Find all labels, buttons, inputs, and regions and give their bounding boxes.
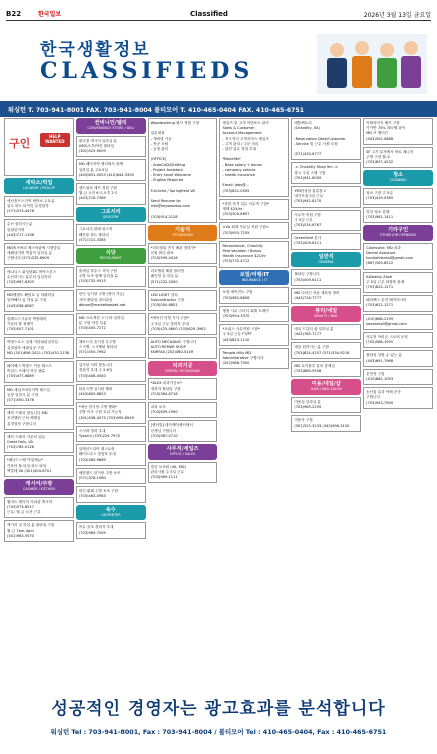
ad-text: Woodworking 회사 직원 구함 업무내용 - 캐비넷 가공 - 목공 조립 - 공장 관리 (OFFICE) - AutoCAD/Drafting - Project Assistant - Entry Level Welcome - English Required Full-time / Springfield VA Send Resume to: info@keywoodva.com (703)914-2128 <box>150 121 200 219</box>
classified-ad <box>291 288 361 304</box>
ad-text: Temple Hills MD Administrative 구합니다 (202)986-7000 <box>222 350 264 366</box>
category-heading <box>148 225 218 241</box>
ad-text: 풀타임 구합니다 (703)409-6111 <box>294 272 322 282</box>
classified-ad <box>148 118 218 223</box>
classified-ad <box>76 360 146 382</box>
classified-ad <box>363 188 433 204</box>
category-heading <box>291 379 361 395</box>
banner-title-english: CLASSIFIEDS <box>40 58 254 84</box>
classified-ad <box>219 118 289 197</box>
classified-ad <box>76 426 146 442</box>
classified-ad <box>148 462 218 484</box>
ad-text: *리모델링 전기 배관 경력자* 신원 확인 완료 (703)599-4416 <box>150 245 196 261</box>
ad-text: AUTO MECHANIC 구합니다 AUTO REPAIR SHOP FAIRFAX (202)460-0109 <box>150 340 197 355</box>
ad-text: 풀타임 일할 수 있는 분 (443)691-7968 <box>366 353 402 363</box>
classified-ad <box>4 219 74 241</box>
classified-ad <box>4 361 74 383</box>
classified-ad <box>291 118 361 160</box>
ad-column-4 <box>219 118 289 684</box>
ad-column-1 <box>4 118 74 684</box>
ad-text: LED LIGHT 설치 Subcontractor 구함 (703)000-8801 <box>150 292 185 308</box>
category-heading <box>148 444 218 460</box>
banner-contact-bar: 워싱턴 T. 703-941-8001 FAX. 703-941-8004 볼티모어 T. 410-465-0404 FAX. 410-465-6751 <box>0 101 437 117</box>
category-heading <box>4 178 74 194</box>
category-heading <box>363 225 433 241</box>
classified-ad <box>363 369 433 385</box>
help-wanted-english: HELP WANTED <box>40 133 70 147</box>
ad-text: Receptionist, Chantilly Paid Vacation / Bonus Health Insurance $21/hr (703)732-4712 <box>222 243 267 264</box>
ad-text: 센드위치 셰프 경험 구함 월-금 오전 6시-오후 2시 (443)718-7369 <box>78 185 118 201</box>
classified-ad <box>219 287 289 303</box>
ad-text: <VA 회계 사무실 직원 구함> (703)955-7255 <box>222 225 270 235</box>
ad-text: MD 프로젝션 스시 바 일하실 분 구함 야간 부분 (703)405-7272 <box>78 315 124 331</box>
classified-ad <box>76 289 146 311</box>
classified-ad <box>291 269 361 285</box>
category-label: 육수 <box>105 506 116 513</box>
ad-text: *오피스 사무직원 구함* 주 5일 근무 FT/PT (443)823-1110 <box>222 327 260 342</box>
category-label: 기타구인 <box>388 226 409 233</box>
classified-ad <box>363 118 433 145</box>
ad-text: 미용실 일하실 분 (703)965-2255 <box>294 399 322 410</box>
classified-ad <box>148 402 218 418</box>
category-label: 사무직/세일즈 <box>166 446 199 453</box>
classified-ad <box>76 313 146 335</box>
classified-ad <box>363 147 433 169</box>
ad-text: 빌딩 청소 업체 (703)981-1411 <box>366 209 394 219</box>
ad-text: 홀세일 하우스 서버 구함 주방 보조 함께 일하실 분 (703)732-9515 <box>78 268 119 284</box>
classified-ad <box>4 520 74 542</box>
category-label-english: TECHNICIAN <box>172 232 193 237</box>
ad-text: 애나디스 워싱턴DC 바닥스톤스 수선하시는 분부터 일일자리 (703)967-6303 <box>7 269 57 284</box>
classified-ad <box>76 136 146 158</box>
classified-ad <box>363 243 433 270</box>
ad-text: 편의점 캐시어 일하실 분 (MD)오후/야간 풀타임 (301)525-9009 <box>78 138 117 154</box>
business-people-illustration <box>317 34 427 94</box>
ad-text: 한인 일식당 주방 (영어 가능) 서버 풀타임 파트타임 dbhan@marketbasket.net <box>78 292 126 307</box>
classified-ad <box>76 337 146 359</box>
category-label: 기술직 <box>175 226 191 233</box>
ad-text: 청소 구함 주 5일 (703)419-0365 <box>366 191 394 201</box>
ad-text: 메틀팩토리 (Chantilly, VA) -Reservation Desk/Customer -Service 및 근무 사원 모집 (571)433-6777 <box>294 121 346 157</box>
category-label-english: HAIR / NAIL SALON <box>310 387 342 392</box>
category-label: 보험/여행/IT <box>239 271 270 278</box>
footer-contact: 워싱턴 Tel : 703-941-8001, Fax : 703-941-8004 / 볼티모어 Tel : 410-465-0404, Fax : 410-465-6751 <box>50 728 387 736</box>
classified-ad <box>4 314 74 336</box>
classified-ad <box>291 162 361 184</box>
ad-text: 스시바 경력 우대 Tyson's (703)229-7970 <box>78 428 120 438</box>
category-heading <box>4 479 74 495</box>
classified-ad <box>291 361 361 377</box>
category-label-english: BEAUTY / NAIL <box>314 314 339 319</box>
category-heading <box>148 361 218 377</box>
category-label-english: CONVENIENCE STORE / DELI <box>87 125 135 130</box>
category-label: 컨비니언/델리 <box>94 120 127 126</box>
category-label: 미용/네일/샵 <box>311 381 341 388</box>
classified-ad <box>291 210 361 232</box>
ad-text: 한인 뷔페 주방 보조 구함 (703)463-0983 <box>78 489 119 499</box>
classified-ad <box>363 332 433 348</box>
category-heading <box>76 505 146 521</box>
classified-ad <box>4 337 74 359</box>
ad-text: (410)668-2199 saveamall@gmail.com <box>366 316 407 326</box>
help-wanted-heading <box>4 118 74 176</box>
ad-text: 캐시어 일 하실 분 풀타임 구함 월-금 7am-4pm (301)963-5570 <box>7 523 55 538</box>
brand-logo: 한국일보 <box>38 11 62 18</box>
category-label-english: CLEANING <box>389 178 407 183</box>
ad-text: 수선 잘하시는분 알링턴지역 (443)717-1198 <box>7 222 34 237</box>
ad-text: 세탁 드레서 카운터 업무 Great Falls, VA (703)785-0128 <box>7 434 46 450</box>
footer-slogan: 성공적인 경영자는 광고효과를 분석합니다 <box>51 699 386 719</box>
category-label: 뷰티/네일 <box>315 308 338 315</box>
ad-text: K-Beauty Zone 주 5일 근무 화장품 판매 (703)622-1271 <box>366 274 405 289</box>
banner-title-korean: 한국생활정보 <box>40 40 151 60</box>
ad-text: 월마트 센티어 커피샵 캐시어 (703)973-8517 근무: 월-금 오전 근무 <box>7 499 53 515</box>
classified-ad <box>219 348 289 370</box>
classified-ad <box>76 224 146 246</box>
ad-column-5 <box>291 118 361 684</box>
classified-ad <box>4 455 74 477</box>
header-divider <box>6 20 431 21</box>
ad-column-6 <box>363 118 433 684</box>
ad-text: MD델렌트 해팅로 일 하뤼하일 알바해서 일 하실 분 구함 (443)538-8087 <box>7 293 55 308</box>
category-heading <box>291 252 361 268</box>
ad-text: 농산물 흥과 야채 운송 구합니다 (703)943-7900 <box>366 390 401 405</box>
ad-text: 페어팩스 운전 베이비시터 (703)622-1271 <box>366 298 407 308</box>
classified-ad <box>363 295 433 311</box>
ad-text: 애난홀프스지역 세탁소 주3-일 일도 파트 타이밍 유경험자 (571)373-4478 <box>7 198 55 214</box>
ad-text: 네일 드뷰티 샵 일하실 분 (443)765-7177 <box>294 326 334 337</box>
classified-ad <box>291 233 361 249</box>
category-label-english: RESTAURANT <box>99 255 122 260</box>
ad-text: 세일즈 및 고객 어번포트 관리 Sales & Customer Account Management - 적극적인 고객서비스 세일즈 - 고객 관리 / 주문 처리 - 관련 업무 경험 우대 *Benefits* - Base salary + bonus - company vehicle - health insurance Email: jobs@... (703)851-0005 <box>222 121 269 193</box>
ad-column-3 <box>148 118 218 684</box>
ad-text: MD 세일즈버리지역 테스일 공장 일하시 분 구함 (571)550-3376 <box>7 387 50 403</box>
category-heading <box>291 306 361 322</box>
category-label-english: CASHIER / KITCHEN <box>22 487 55 492</box>
ad-text: 빌딩 보조원 (VA, MD) 관리사원 주 5일 근무 (703)969-1111 <box>150 464 186 480</box>
classified-ad <box>363 207 433 223</box>
ad-text: 이탈리아식 베커 구함 카카반 70% 파티엠 화이 MD 브 앤더슨 (443)502-0688 <box>366 121 406 141</box>
category-label-english: OFFICE / SALES <box>169 452 196 456</box>
section-title: Classified <box>190 10 228 18</box>
ad-text: 미용사 구함 (301)523-3233 (443)996-3150 <box>294 418 350 428</box>
issue-date: 2026년 3월 13일 금요일 <box>363 12 431 19</box>
ad-text: *경력 자격 업무 사무직 구함* 재택 $25/hr (703)300-8897 <box>222 201 269 217</box>
ad-text: *애난 한식당 주방 헬퍼* 주방 이모 구함 토일 가능자 (301)938-4075 (703)995-8949 <box>78 405 134 420</box>
classified-ad <box>4 267 74 289</box>
classified-ad <box>291 342 361 358</box>
ad-text: Clarksville, MD 치과 Dental Assistant houliahdental@gmail.com (667)300-8522 <box>366 245 414 266</box>
classified-ad <box>148 337 218 359</box>
category-label-english: CARPENTER <box>100 512 121 517</box>
classified-ad <box>76 402 146 424</box>
ad-text: 일식당 서버 찾습니다 경험자 우대 주 5-6일 (703)408-4040 <box>78 363 113 378</box>
category-label: 청소 <box>393 172 404 179</box>
classified-ads-grid <box>4 118 433 684</box>
ad-text: Greenfield 본사 (703)409-6111 <box>294 236 322 246</box>
ad-text: MD 다리인 자동 세차장 정비 (443)716-7777 <box>294 290 340 301</box>
classified-ad <box>4 497 74 519</box>
classified-ad <box>219 241 289 268</box>
category-label-english: DENTAL TECHNICIAN <box>165 368 200 373</box>
ad-text: *에어컨 히팅 기사 구함* 주 5일 근무 경력자 우대 (703)425-4600 (703)629-3962 <box>150 316 206 331</box>
category-label-english: LAUNDRY / PICK-UP <box>23 185 55 190</box>
classified-ad <box>363 272 433 294</box>
ad-text: MD솔즈버리 체스픽샵에 시엘맞일 애페닝이며 빅업이 일하실 분 구합니다 (571)235-8909 <box>7 245 61 261</box>
help-wanted-korean: 구인 <box>9 137 31 150</box>
classified-ad <box>4 385 74 407</box>
classified-ad <box>76 183 146 205</box>
ad-text: 사무직 아마존 스토어 운영 (703)568-1995 <box>366 334 408 345</box>
ad-text: 행정 사무 스터디 회계 트레이 (703)954-3370 <box>222 308 269 319</box>
classified-ad <box>148 378 218 400</box>
ad-text: *ALEX 치과기공소* 경력자 풀타임 구함 (703)364-6718 <box>150 381 182 396</box>
category-heading <box>363 170 433 186</box>
category-label-english: INSURANCE / IT <box>241 277 268 282</box>
classified-ad <box>291 186 361 208</box>
category-heading <box>76 207 146 223</box>
classified-ad <box>219 199 289 221</box>
classified-ad <box>76 522 146 538</box>
ad-text: 타운스맨 일식당 헬퍼 (443)800-8853 <box>78 386 113 396</box>
classified-ad <box>219 222 289 238</box>
ad-text: 목수 골조 경력자 우대 (703)969-7009 <box>78 525 114 535</box>
category-heading <box>76 248 146 264</box>
classified-ad <box>148 266 218 288</box>
classified-ad <box>363 314 433 330</box>
classified-ad <box>76 486 146 502</box>
classified-ad <box>4 408 74 430</box>
ad-text: 칼레트드시큐어 박장레어 카운터 풀 플레이 (703)507-7101 <box>7 316 47 332</box>
footer-ad <box>0 686 437 754</box>
ad-text: 사무직 직원 구함 주 5일 근무 (703)534-6767 <box>294 212 322 228</box>
ad-text: -> Chantilly Shop 9m -> 창고 주업 스탭 구함 (703)941-8009 <box>294 165 339 180</box>
classified-ad <box>4 432 74 454</box>
ad-text: 페어팩스 박장드 이동 테스트 빅업드 프레서 하루 필분 (703)477-6889 <box>7 364 53 379</box>
classified-ad <box>148 290 218 312</box>
category-heading <box>219 270 289 286</box>
classified-ad <box>76 159 146 181</box>
category-label: 그로서리 <box>100 208 121 215</box>
ad-text: 네일 원하시는 분 구함 (703)624-4257 (571)334-9218 <box>294 345 350 355</box>
classified-ad <box>76 266 146 288</box>
ad-text: 그로서리 판매 창고직 해산물 파트 풀타임 (571)722-3385 <box>78 227 113 242</box>
classified-ad <box>148 243 218 265</box>
classifieds-banner <box>0 30 437 105</box>
classified-ad <box>291 324 361 340</box>
classified-ad <box>4 290 74 312</box>
classified-ad <box>4 243 74 265</box>
ad-text: MD 페어지역 델리에서 함께 일하실 분 주4-5일 (443)631-0053 (410)644-3350 <box>78 162 134 177</box>
page-header <box>0 0 437 30</box>
ad-text: 박장드로스 일새 카라피링일하실 유경험자 애퍼일공 구함 MD (301)656-2021 (703)470-2138 <box>7 340 70 355</box>
classified-ad <box>363 350 433 366</box>
ad-text: [센터빌] 데이케어센터에서 선생님 구합니다 (703)987-0710 <box>150 423 193 438</box>
category-label-english: GENERAL <box>318 259 334 264</box>
category-label: 세탁소/빅업 <box>25 180 53 186</box>
category-label: 캐시어/주방 <box>25 481 53 488</box>
category-label: 식당 <box>105 249 116 256</box>
classified-ad <box>148 313 218 335</box>
ad-text: SF 고기 뷰직에서 바로 매니저 주방 구함 월-토 (703)637-4232 <box>366 149 414 165</box>
ad-column-2 <box>76 118 146 684</box>
classified-ad <box>76 468 146 484</box>
ad-text: 리모델링 배관 플러밍 페인팅 일 하실 분 (571)232-2000 <box>150 269 185 284</box>
classified-ad <box>219 324 289 346</box>
classified-ad <box>76 384 146 400</box>
ad-text: 체포드리 음식점 부주방 스시맨, 스시헬퍼 풀타임 (571)550-7962 <box>78 339 117 354</box>
ad-text: *페닝드스탈 빅업채뉴* 카운터 풀 타임 파트 타임 맥클레 VA (301)404-6701 <box>7 458 52 473</box>
classified-ad <box>363 387 433 409</box>
ad-text: MD 로키플루 뷰티 홀세일 (703)889-9558 <box>294 363 335 373</box>
classified-ad <box>291 415 361 431</box>
category-label-english: GROCERY <box>102 214 119 219</box>
category-heading <box>76 118 146 134</box>
category-label: 일반직 <box>318 253 334 260</box>
ad-text: 알렉산드리아 레스토랑 웨이트리스 경험자 우대 (703)360-9889 <box>78 447 116 462</box>
category-label-english: OTHER JOB OPENINGS <box>379 232 417 237</box>
ad-text: 운전자 구함 (410)862-1093 <box>366 371 394 381</box>
page-number: B22 <box>6 10 22 18</box>
ad-text: 세탁 드레서 찾습니다 MD 조지밸런 근처 체제일 유경험자 구함니다 <box>7 411 48 426</box>
classified-ad <box>4 196 74 218</box>
category-label: 치과기공 <box>172 362 193 369</box>
classified-ad <box>219 306 289 322</box>
ad-text: 보험 에이전트 구함 (703)982-8808 <box>222 290 253 300</box>
classified-ad <box>291 397 361 413</box>
ad-text: YMI한성한 물류창고 대기모집 5일 근무 (703)942-8170 <box>294 189 327 204</box>
ad-text: 메릴랜드 한식당 주방 보조 (571)378-1980 <box>78 470 121 480</box>
classified-ad <box>148 420 218 442</box>
ad-text: 치과 보조 (703)639-1990 <box>150 405 178 415</box>
classified-ad <box>76 444 146 466</box>
